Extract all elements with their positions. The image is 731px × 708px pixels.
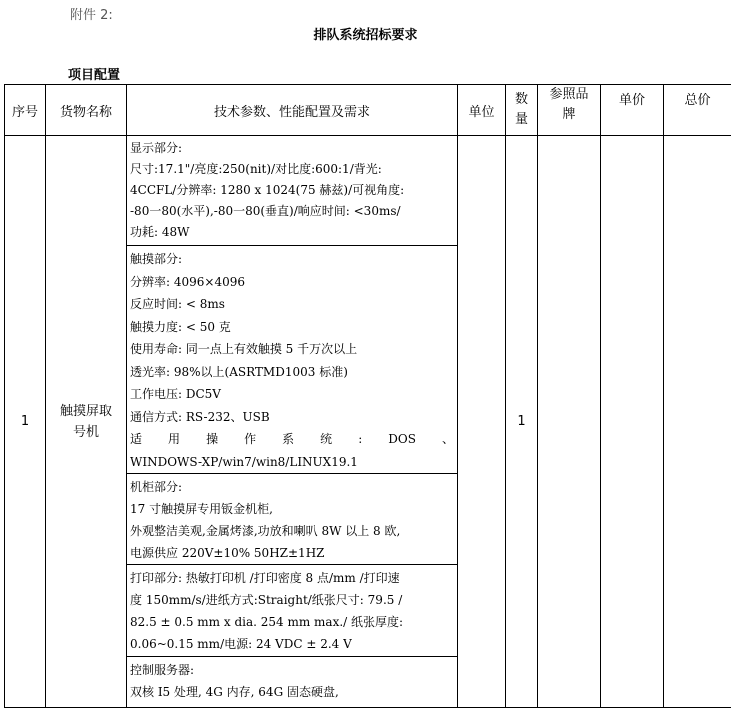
col-header-brand-line1: 参照品	[538, 85, 600, 105]
col-header-seq: 序号	[5, 85, 46, 136]
spec-line: WINDOWS-XP/win7/win8/LINUX19.1	[130, 451, 454, 474]
col-header-qty	[506, 85, 538, 136]
spec-line: 通信方式: RS-232、USB	[130, 406, 454, 429]
spec-line: 打印部分: 热敏打印机 /打印密度 8 点/mm /打印速	[130, 567, 454, 589]
row-item-name	[46, 136, 127, 708]
spec-line: 功耗: 48W	[130, 222, 454, 243]
row-brand	[538, 136, 601, 708]
row-seq: 1	[5, 136, 46, 708]
col-header-price: 单价	[601, 85, 664, 136]
spec-line: 机柜部分:	[130, 476, 454, 498]
spec-table	[4, 84, 731, 708]
row-qty: 1	[506, 136, 538, 708]
col-header-brand	[538, 85, 601, 136]
table-header-row	[5, 85, 731, 136]
section-heading: 项目配置	[68, 64, 120, 83]
spec-block-printer	[127, 565, 457, 657]
spec-line: 使用寿命: 同一点上有效触摸 5 千万次以上	[130, 338, 454, 361]
spec-word: 统	[320, 428, 332, 451]
row-unit-price	[601, 136, 664, 708]
spec-word: 用	[168, 428, 180, 451]
spec-block-cabinet	[127, 474, 457, 565]
spec-line: 透光率: 98%以上(ASRTMD1003 标准)	[130, 361, 454, 384]
spec-line: 控制服务器:	[130, 659, 454, 681]
spec-line: 外观整洁美观,金属烤漆,功放和喇叭 8W 以上 8 欧,	[130, 520, 454, 542]
row-tech-specs	[127, 136, 458, 708]
spec-line: 82.5 ± 0.5 mm x dia. 254 mm max./ 纸张厚度:	[130, 611, 454, 633]
spec-line: 工作电压: DC5V	[130, 383, 454, 406]
spec-line: 尺寸:17.1"/亮度:250(nit)/对比度:600:1/背光:	[130, 159, 454, 180]
col-header-brand-line2: 牌	[538, 105, 600, 125]
spec-line: 度 150mm/s/进纸方式:Straight/纸张尺寸: 79.5 /	[130, 589, 454, 611]
spec-word: 操	[206, 428, 218, 451]
spec-word: 、	[442, 428, 454, 451]
col-header-qty-line1: 数	[506, 90, 537, 110]
spec-line: 触摸力度: < 50 克	[130, 316, 454, 339]
row-item-name-line1: 触摸屏取	[46, 401, 126, 422]
col-header-qty-line2: 量	[506, 110, 537, 130]
spec-block-display	[127, 136, 457, 246]
col-header-total: 总价	[664, 85, 731, 136]
spec-line: 0.06~0.15 mm/电源: 24 VDC ± 2.4 V	[130, 633, 454, 655]
col-header-name: 货物名称	[46, 85, 127, 136]
spec-word: DOS	[388, 428, 416, 451]
col-header-unit: 单位	[458, 85, 506, 136]
spec-word: 系	[282, 428, 294, 451]
row-total-price	[664, 136, 731, 708]
row-item-name-line2: 号机	[46, 422, 126, 443]
spec-line: 显示部分:	[130, 138, 454, 159]
spec-block-touch	[127, 246, 457, 474]
spec-word: 作	[244, 428, 256, 451]
spec-line-justified	[130, 428, 454, 451]
spec-line: 17 寸触摸屏专用钣金机柜,	[130, 498, 454, 520]
spec-word: 适	[130, 428, 142, 451]
spec-block-server	[127, 657, 457, 707]
spec-line: 4CCFL/分辨率: 1280 x 1024(75 赫兹)/可视角度:	[130, 180, 454, 201]
spec-line: -80一80(水平),-80一80(垂直)/响应时间: <30ms/	[130, 201, 454, 222]
col-header-tech: 技术参数、性能配置及需求	[127, 85, 458, 136]
document-title: 排队系统招标要求	[0, 24, 731, 43]
spec-word: :	[358, 428, 362, 451]
row-unit	[458, 136, 506, 708]
spec-line: 电源供应 220V±10% 50HZ±1HZ	[130, 542, 454, 564]
spec-line: 触摸部分:	[130, 248, 454, 271]
spec-line: 双核 I5 处理, 4G 内存, 64G 固态硬盘,	[130, 681, 454, 703]
attachment-label: 附件 2:	[70, 4, 113, 23]
spec-line: 分辨率: 4096×4096	[130, 271, 454, 294]
table-row	[5, 136, 731, 708]
spec-line: 反应时间: < 8ms	[130, 293, 454, 316]
